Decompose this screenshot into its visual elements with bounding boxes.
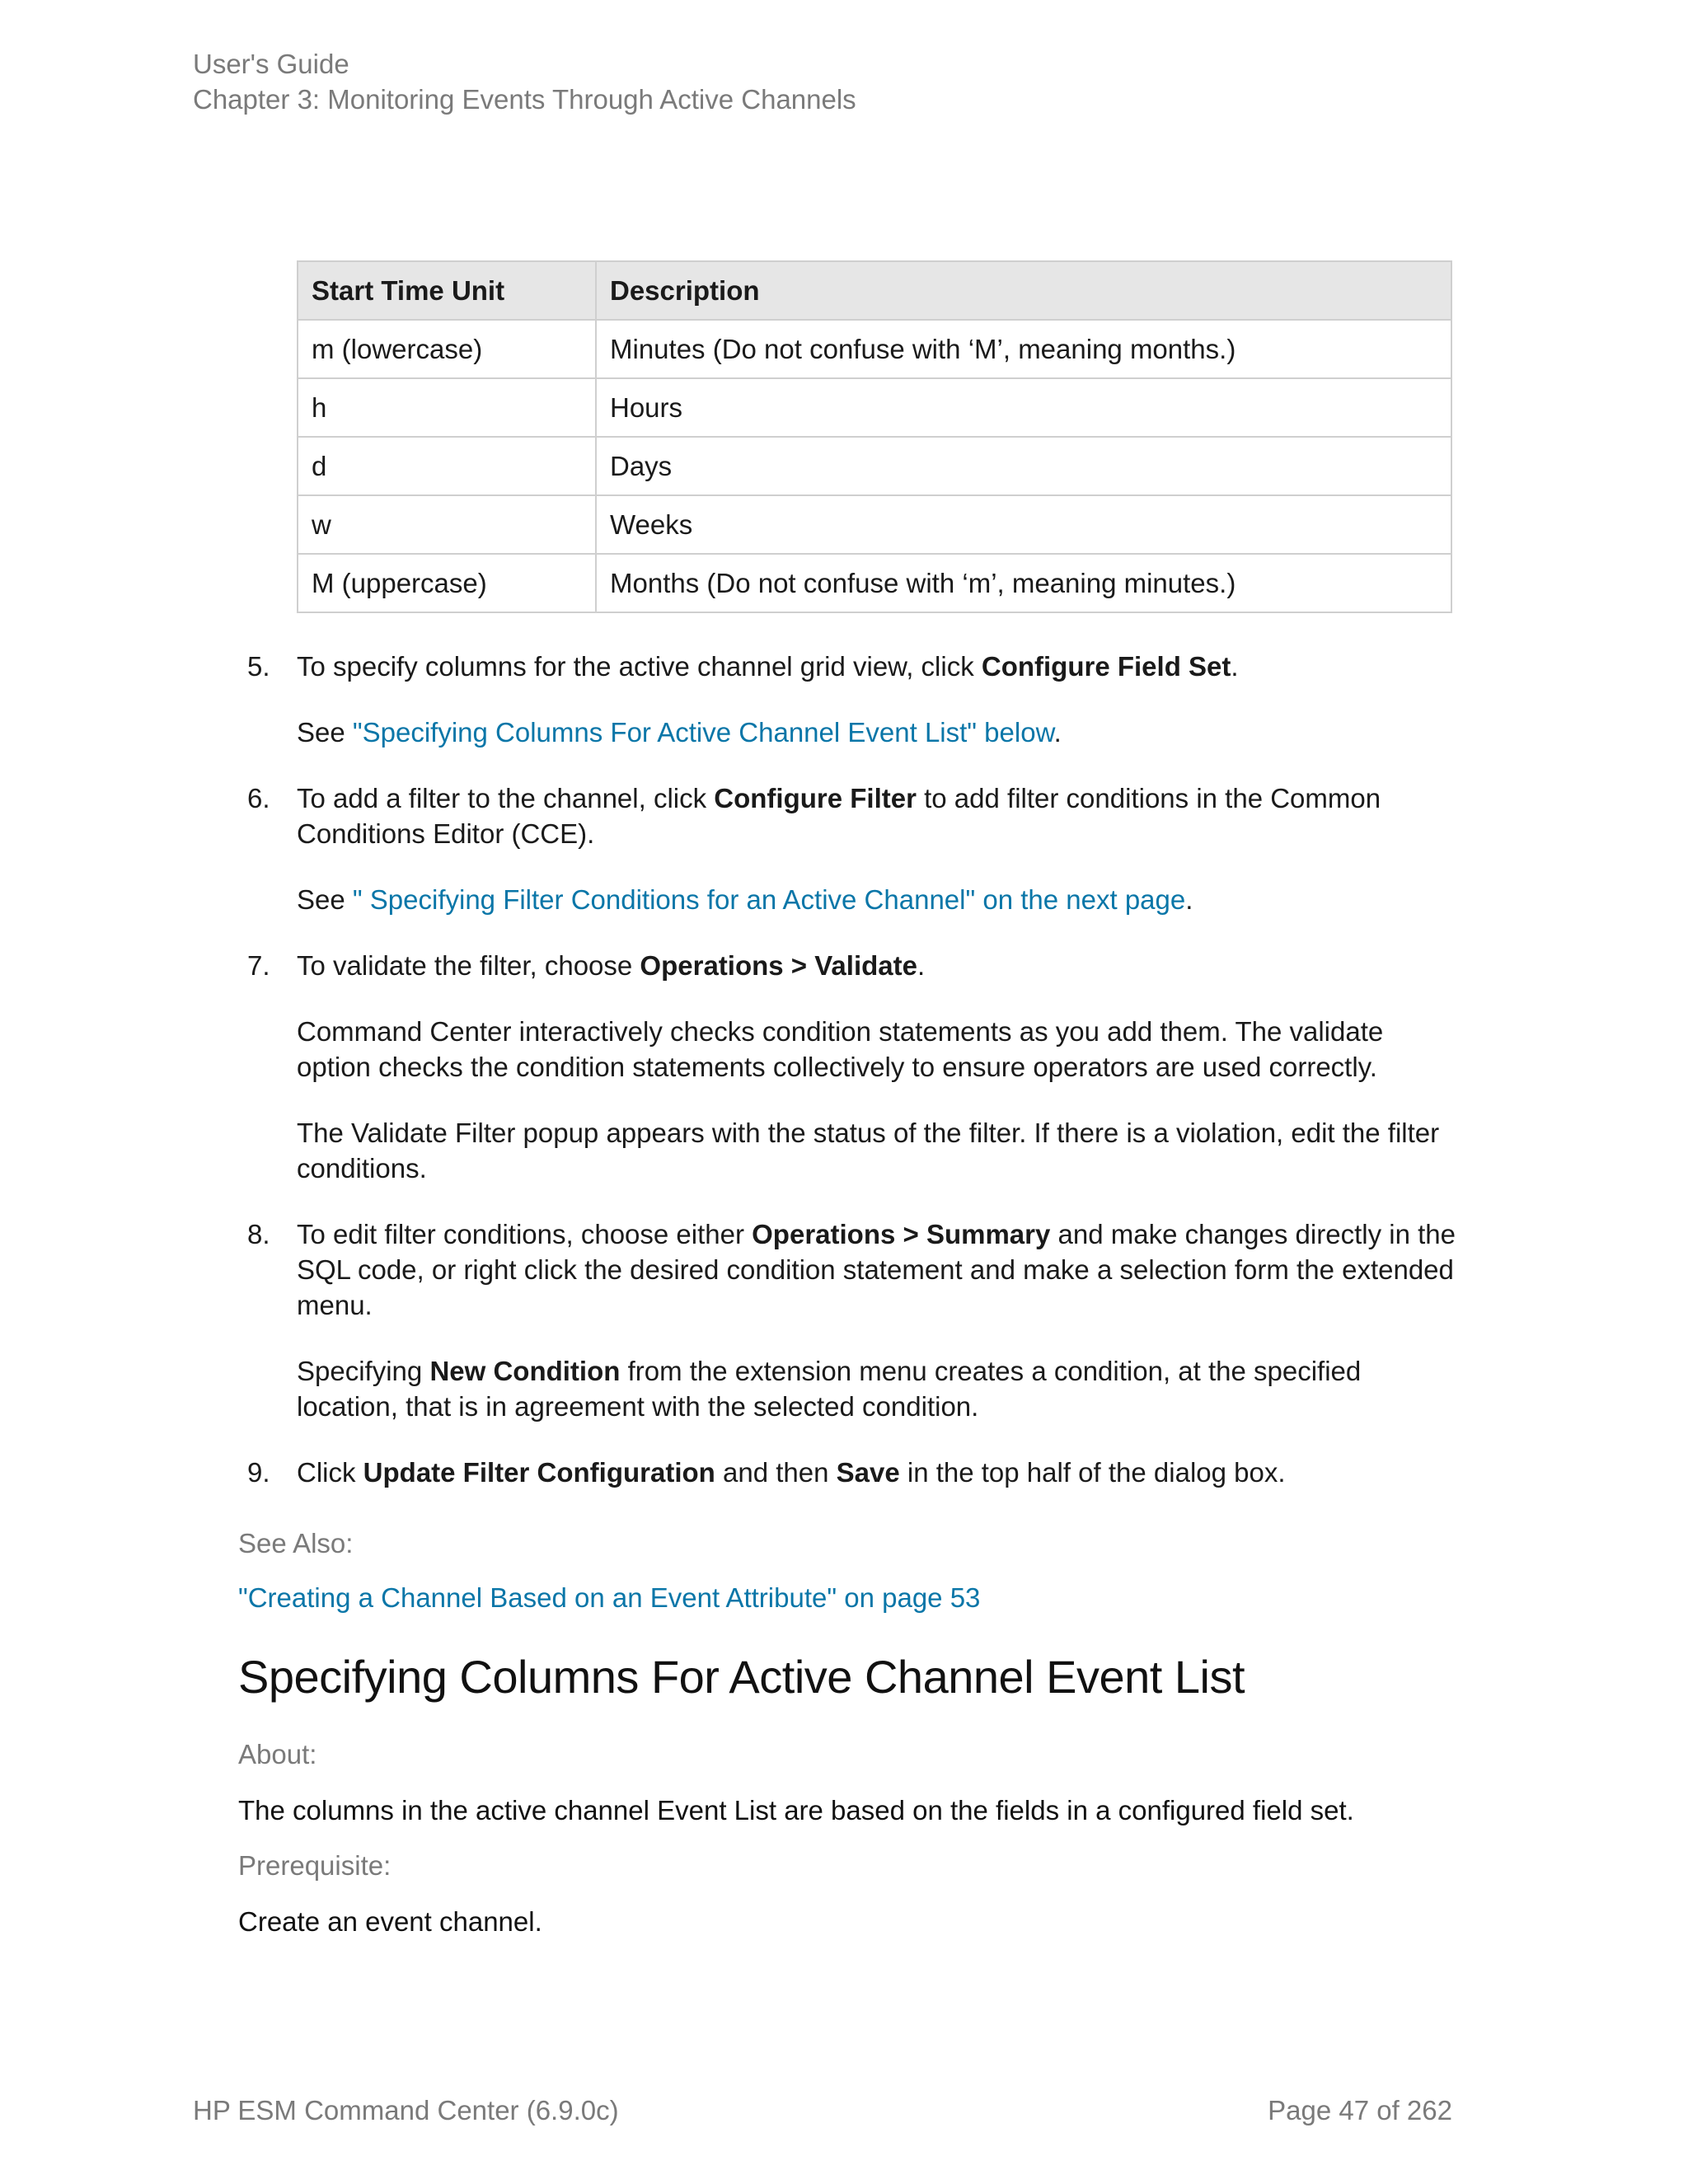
step-paragraph: Command Center interactively checks condition statements as you add them. The validate option checks the condition statements collectively to ensure operators are used correctly. xyxy=(297,1016,1384,1082)
column-header-start-time-unit: Start Time Unit xyxy=(298,261,596,320)
step-paragraph xyxy=(297,1353,1459,1424)
table-cell-unit: h xyxy=(298,378,596,437)
prerequisite-text: Create an event channel. xyxy=(238,1906,542,1937)
step-number: 5. xyxy=(247,651,270,682)
step-text-part: . xyxy=(1231,651,1239,682)
ui-term-configure-field-set: Configure Field Set xyxy=(981,651,1231,682)
start-time-unit-table xyxy=(297,260,1452,613)
punctuation: . xyxy=(1053,717,1062,748)
header-guide-title: User's Guide xyxy=(193,49,349,79)
step-text xyxy=(297,1455,1459,1490)
step-text-part: and make changes directly in the SQL code, or right click the desired condition statement and make a selection form the extended menu. xyxy=(297,1219,1456,1320)
see-reference xyxy=(297,882,1459,917)
step-paragraph: The Validate Filter popup appears with the status of the filter. If there is a violation, edit the filter conditions. xyxy=(297,1118,1440,1183)
ui-term-operations-validate: Operations > Validate xyxy=(640,950,917,981)
see-label: See xyxy=(297,884,353,915)
ui-term-operations-summary: Operations > Summary xyxy=(752,1219,1051,1249)
footer-product: HP ESM Command Center (6.9.0c) xyxy=(193,2095,619,2125)
table-cell-unit: d xyxy=(298,437,596,495)
specifying-filter-conditions-link[interactable]: " Specifying Filter Conditions for an Active Channel" on the next page xyxy=(352,884,1186,915)
see-reference xyxy=(297,715,1459,750)
punctuation: . xyxy=(1185,884,1193,915)
specifying-columns-link[interactable]: "Specifying Columns For Active Channel Event List" below xyxy=(352,717,1054,748)
step-9 xyxy=(247,1455,1459,1521)
table-cell-description: Months (Do not confuse with ‘m’, meaning minutes.) xyxy=(596,554,1451,612)
step-text xyxy=(297,780,1459,851)
table-cell-unit: M (uppercase) xyxy=(298,554,596,612)
about-text: The columns in the active channel Event List are based on the fields in a configured field set. xyxy=(238,1795,1354,1825)
see-also-label: See Also: xyxy=(238,1528,354,1558)
section-title: Specifying Columns For Active Channel Event List xyxy=(238,1651,1245,1703)
step-7 xyxy=(247,948,1459,1216)
step-6 xyxy=(247,780,1459,948)
step-number: 7. xyxy=(247,950,270,981)
table-row xyxy=(298,437,1451,495)
step-text-part: To validate the filter, choose xyxy=(297,950,640,981)
footer-page-number: Page 47 of 262 xyxy=(1268,2095,1452,2125)
step-text-part: and then xyxy=(715,1457,837,1488)
step-text-part: To edit filter conditions, choose either xyxy=(297,1219,753,1249)
step-text-part: in the top half of the dialog box. xyxy=(899,1457,1286,1488)
table-cell-description: Weeks xyxy=(596,495,1451,554)
table-row xyxy=(298,554,1451,612)
step-text-part: . xyxy=(917,950,926,981)
step-text xyxy=(297,1216,1459,1323)
procedure-steps xyxy=(247,649,1459,1521)
step-text-part: from the extension menu creates a condition, at the specified location, that is in agreement with the selected condition. xyxy=(297,1356,1362,1422)
creating-channel-link[interactable]: "Creating a Channel Based on an Event Attribute" on page 53 xyxy=(238,1582,981,1613)
step-text xyxy=(297,649,1459,684)
step-text-part: Click xyxy=(297,1457,363,1488)
ui-term-configure-filter: Configure Filter xyxy=(714,783,917,813)
table-row xyxy=(298,320,1451,378)
step-number: 9. xyxy=(247,1457,270,1488)
step-8 xyxy=(247,1216,1459,1455)
ui-term-new-condition: New Condition xyxy=(429,1356,621,1386)
about-label: About: xyxy=(238,1739,317,1769)
header-chapter-title: Chapter 3: Monitoring Events Through Active Channels xyxy=(193,84,856,115)
table-cell-description: Days xyxy=(596,437,1451,495)
step-text-part: To add a filter to the channel, click xyxy=(297,783,715,813)
prerequisite-label: Prerequisite: xyxy=(238,1850,392,1881)
step-text xyxy=(297,948,1459,983)
table-cell-unit: m (lowercase) xyxy=(298,320,596,378)
ui-term-save: Save xyxy=(836,1457,900,1488)
running-header xyxy=(193,46,856,117)
see-label: See xyxy=(297,717,353,748)
column-header-description: Description xyxy=(596,261,1451,320)
table-cell-description: Minutes (Do not confuse with ‘M’, meaning months.) xyxy=(596,320,1451,378)
table-row xyxy=(298,378,1451,437)
table-row xyxy=(298,495,1451,554)
step-number: 8. xyxy=(247,1219,270,1249)
step-5 xyxy=(247,649,1459,780)
ui-term-update-filter-configuration: Update Filter Configuration xyxy=(363,1457,715,1488)
step-text-part: Specifying xyxy=(297,1356,430,1386)
step-text-part: to add filter conditions in the Common Conditions Editor (CCE). xyxy=(297,783,1381,849)
step-text-part: To specify columns for the active channel grid view, click xyxy=(297,651,982,682)
table-header-row xyxy=(298,261,1451,320)
table-cell-unit: w xyxy=(298,495,596,554)
table-cell-description: Hours xyxy=(596,378,1451,437)
step-number: 6. xyxy=(247,783,270,813)
